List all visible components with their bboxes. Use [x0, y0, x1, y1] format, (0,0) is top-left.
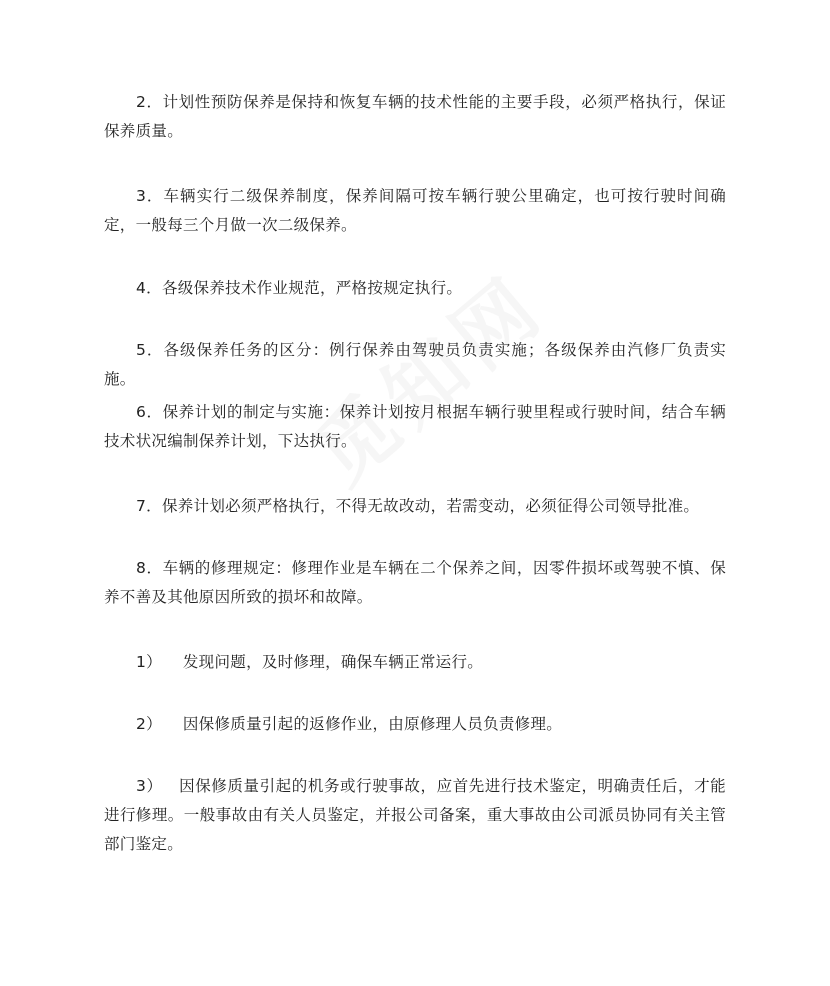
paragraph-5: 5．各级保养任务的区分：例行保养由驾驶员负责实施；各级保养由汽修厂负责实施。 — [104, 341, 726, 388]
paragraph-7: 7．保养计划必须严格执行，不得无故改动，若需变动，必须征得公司领导批准。 — [136, 497, 700, 515]
sub-item-2: 2） 因保修质量引起的返修作业，由原修理人员负责修理。 — [136, 715, 563, 733]
sub-item-1: 1） 发现问题，及时修理，确保车辆正常运行。 — [136, 653, 484, 671]
paragraph-3: 3．车辆实行二级保养制度，保养间隔可按车辆行驶公里确定，也可按行驶时间确定，一般每三个月做一次二级保养。 — [104, 187, 726, 234]
paragraph-8: 8．车辆的修理规定：修理作业是车辆在二个保养之间，因零件损坏或驾驶不慎、保养不善及其他原因所致的损坏和故障。 — [104, 559, 726, 606]
paragraph-6: 6．保养计划的制定与实施：保养计划按月根据车辆行驶里程或行驶时间，结合车辆技术状况编制保养计划，下达执行。 — [104, 403, 726, 450]
paragraph-4: 4．各级保养技术作业规范，严格按规定执行。 — [136, 279, 463, 297]
paragraph-2: 2．计划性预防保养是保持和恢复车辆的技术性能的主要手段，必须严格执行，保证保养质量。 — [104, 93, 726, 140]
sub-item-3: 3） 因保修质量引起的机务或行驶事故，应首先进行技术鉴定，明确责任后，才能进行修理。一般事故由有关人员鉴定，并报公司备案，重大事故由公司派员协同有关主管部门鉴定。 — [104, 777, 726, 853]
